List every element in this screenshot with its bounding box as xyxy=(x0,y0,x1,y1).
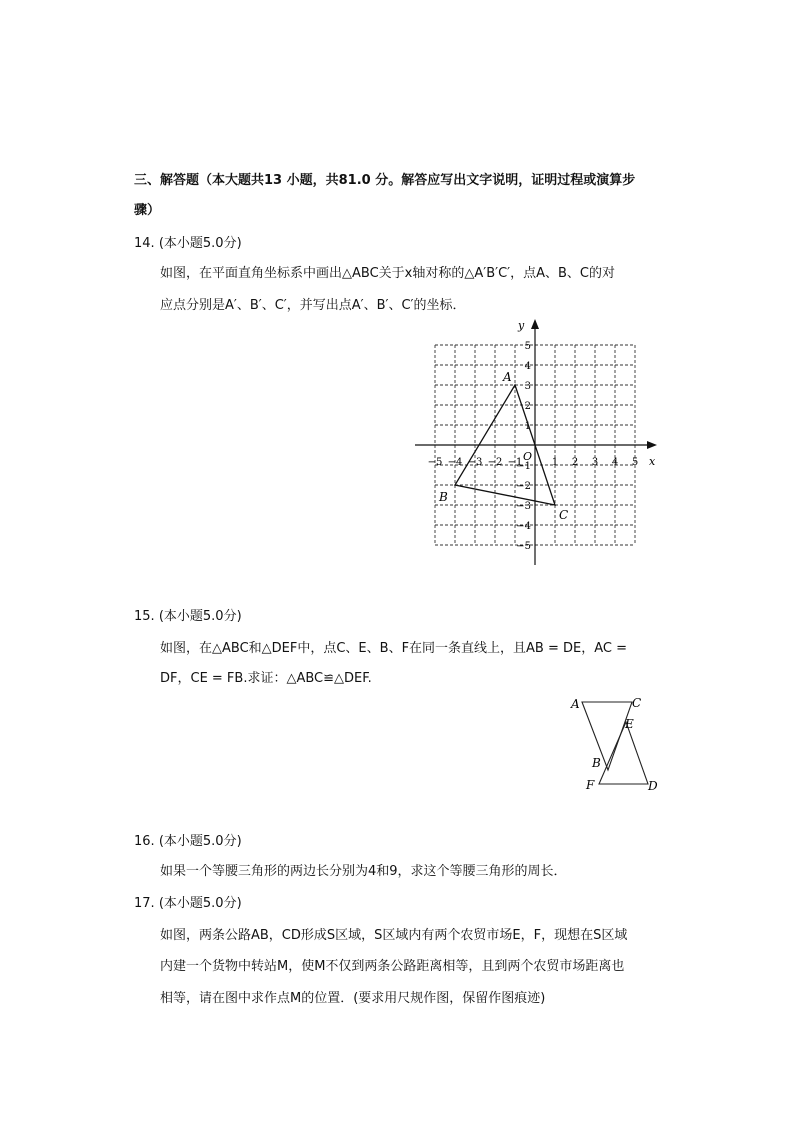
label-a: A xyxy=(571,697,580,711)
y-tick-label: 3 xyxy=(524,381,531,392)
y-tick-label: −2 xyxy=(516,481,531,492)
y-axis-arrow xyxy=(531,319,539,329)
y-tick-label: −1 xyxy=(516,461,531,472)
label-d: D xyxy=(648,779,658,793)
question-14-score: (本小题5.0分) xyxy=(158,236,242,251)
triangle-abc-fig15 xyxy=(582,702,632,770)
y-tick-label: 1 xyxy=(524,421,531,432)
x-tick-label: −1 xyxy=(507,457,523,468)
question-14-header xyxy=(134,235,242,253)
question-14-line2: 应点分别是A′、B′、C′，并写出点A′、B′、C′的坐标． xyxy=(160,298,466,313)
x-tick-label: 5 xyxy=(631,457,639,468)
point-label-c: C xyxy=(559,508,569,522)
label-b: B xyxy=(592,756,601,770)
question-17-line1: 如图，两条公路AB，CD形成S区域，S区域内有两个农贸市场E，F，现想在S区域 xyxy=(160,928,628,943)
section-title-line2: 骤） xyxy=(134,203,161,218)
x-tick-label: −2 xyxy=(487,457,503,468)
x-tick-label: −5 xyxy=(427,457,443,468)
point-label-a: A xyxy=(503,370,512,384)
axes xyxy=(415,319,657,565)
y-tick-label: −4 xyxy=(516,521,531,532)
origin-label: O xyxy=(523,450,533,463)
figure-15-triangles xyxy=(562,692,672,798)
question-15-score: (本小题5.0分) xyxy=(158,609,242,624)
x-tick-label: 4 xyxy=(611,457,619,468)
triangle-def-fig15 xyxy=(599,722,648,784)
question-15-line2: DF，CE = FB.求证：△ABC≌△DEF. xyxy=(160,671,372,686)
question-15-number: 15. xyxy=(134,609,155,624)
question-17-score: (本小题5.0分) xyxy=(158,896,242,911)
question-16-header xyxy=(134,833,242,851)
question-14-number: 14. xyxy=(134,236,155,251)
label-c: C xyxy=(632,696,642,710)
label-e: E xyxy=(625,717,634,731)
question-16-score: (本小题5.0分) xyxy=(158,834,242,849)
x-tick-label: −3 xyxy=(467,457,483,468)
y-axis-label: y xyxy=(518,319,525,332)
question-16-number: 16. xyxy=(134,834,155,849)
question-17-header xyxy=(134,895,242,913)
section-title-line1: 三、解答题（本大题共13 小题，共81.0 分。解答应写出文字说明，证明过程或演算步 xyxy=(134,173,636,188)
y-tick-label: 5 xyxy=(524,341,531,352)
question-17-line2: 内建一个货物中转站M，使M不仅到两条公路距离相等，且到两个农贸市场距离也 xyxy=(160,959,625,974)
y-tick-label: 4 xyxy=(524,361,531,372)
question-15-header xyxy=(134,608,242,626)
question-16-line1: 如果一个等腰三角形的两边长分别为4和9，求这个等腰三角形的周长． xyxy=(160,864,567,879)
x-tick-label: 1 xyxy=(551,457,559,468)
x-tick-label: 3 xyxy=(591,457,599,468)
x-tick-label: −4 xyxy=(447,457,463,468)
label-f: F xyxy=(586,778,595,792)
question-17-number: 17. xyxy=(134,896,155,911)
tick-labels xyxy=(428,341,639,552)
figure-14-coordinate-grid xyxy=(410,318,666,570)
y-tick-label: −3 xyxy=(516,501,531,512)
question-17-line3: 相等，请在图中求作点M的位置．(要求用尺规作图，保留作图痕迹) xyxy=(160,991,546,1006)
question-15-line1: 如图，在△ABC和△DEF中，点C、E、B、F在同一条直线上，且AB = DE，AC = xyxy=(160,641,628,656)
triangle-abc xyxy=(438,370,568,522)
x-tick-label: 2 xyxy=(571,457,579,468)
y-tick-label: −5 xyxy=(516,541,531,552)
x-axis-label: x xyxy=(649,455,656,468)
x-axis-arrow xyxy=(647,441,657,449)
y-tick-label: 2 xyxy=(524,401,531,412)
point-label-b: B xyxy=(439,490,448,504)
question-14-line1: 如图，在平面直角坐标系中画出△ABC关于x轴对称的△A′B′C′，点A、B、C的对 xyxy=(160,266,615,281)
